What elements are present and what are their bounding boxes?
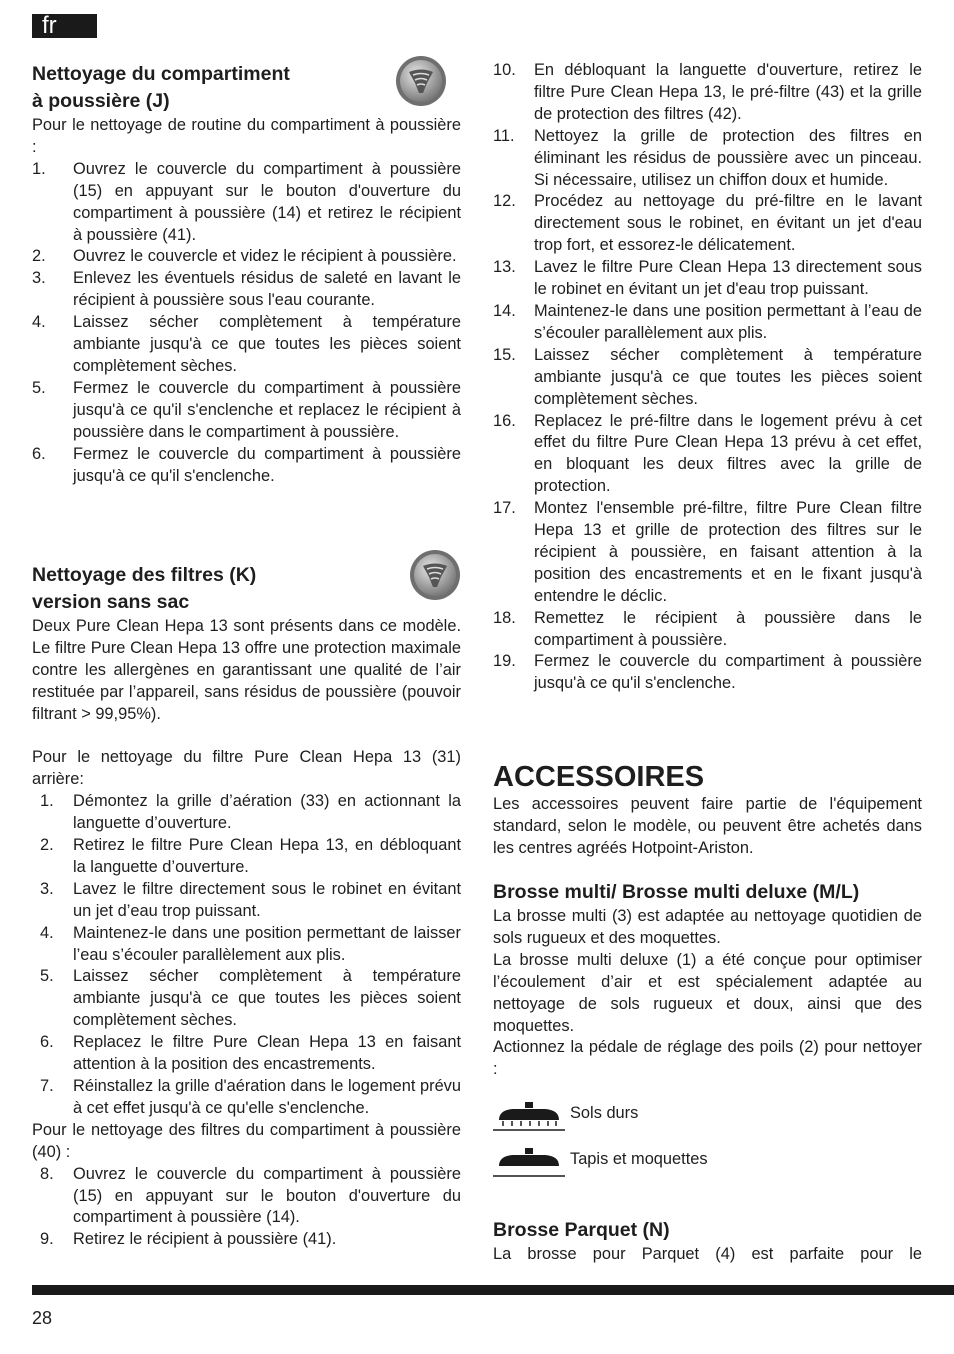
language-code: fr — [42, 12, 57, 39]
step-number: 5. — [40, 967, 54, 986]
step-number: 6. — [32, 444, 46, 463]
list-item — [493, 345, 922, 411]
list-item — [32, 835, 461, 879]
step-text: En débloquant la languette d'ouverture, retirez le filtre Pure Clean Hepa 13, le pré-filtre (43) et la grille de protection des filtres (42). — [534, 61, 922, 123]
step-text: Démontez la grille d’aération (33) en actionnant la languette d’ouverture. — [73, 792, 461, 833]
step-text: Retirez le filtre Pure Clean Hepa 13, en débloquant la languette d’ouverture. — [73, 836, 461, 876]
step-number: 1. — [32, 159, 46, 178]
list-item — [32, 378, 461, 444]
section-title-line1: Nettoyage des filtres (K) — [32, 564, 257, 586]
multi-brush-p1: La brosse multi (3) est adaptée au nettoyage quotidien de sols rugueux et des moquettes. — [493, 907, 922, 947]
step-text: Procédez au nettoyage du pré-filtre en le lavant directement sous le robinet, en évitant un jet d'eau trop fort, et essorez-le délicatement. — [534, 192, 922, 255]
rear-filter-intro: Pour le nettoyage du filtre Pure Clean Hepa 13 (31) arrière: — [32, 748, 461, 789]
step-number: 11. — [493, 126, 515, 145]
list-item — [32, 1164, 461, 1230]
section-title-line1: Nettoyage du compartiment — [32, 63, 290, 85]
hard-floor-label: Sols durs — [570, 1104, 639, 1122]
section-filters — [32, 562, 461, 1251]
section-parquet-brush — [493, 1217, 922, 1266]
multi-brush-p2: La brosse multi deluxe (1) a été conçue pour optimiser l’écoulement d’air et est spécialement adaptée au nettoyage de sols rugueux et doux, ainsi que des moquettes. — [493, 950, 922, 1035]
step-text: Retirez le récipient à poussière (41). — [73, 1230, 337, 1249]
step-number: 3. — [40, 879, 54, 898]
list-item — [32, 791, 461, 835]
list-item — [493, 60, 922, 126]
list-item — [32, 246, 461, 268]
step-number: 2. — [40, 836, 54, 855]
step-number: 5. — [32, 378, 46, 397]
list-item — [493, 126, 922, 192]
list-item — [32, 1076, 461, 1120]
step-number: 15. — [493, 345, 516, 364]
carpet-label: Tapis et moquettes — [570, 1150, 708, 1168]
step-text: Laissez sécher complètement à température ambiante jusqu'à ce que toutes les pièces soient complètement sèches. — [73, 313, 461, 375]
list-item — [493, 651, 922, 695]
step-number: 8. — [40, 1164, 54, 1183]
step-number: 19. — [493, 652, 516, 671]
list-item — [493, 498, 922, 608]
step-text: Fermez le couvercle du compartiment à poussière jusqu'à ce qu'il s'enclenche et replacez le récipient à poussière dans le compartiment à poussière. — [73, 378, 461, 441]
step-text: Maintenez-le dans une position permettant à l’eau de s’écouler parallèlement aux plis. — [534, 301, 922, 342]
step-text: Ouvrez le couvercle et videz le récipient à poussière. — [73, 247, 457, 266]
steps-list — [493, 60, 922, 695]
step-text: Ouvrez le couvercle du compartiment à poussière (15) en appuyant sur le bouton d'ouverture du compartiment à poussière (14). — [73, 1164, 461, 1227]
section-multi-brush — [493, 879, 922, 1081]
section-accessories — [493, 760, 922, 860]
step-text: Laissez sécher complètement à température ambiante jusqu'à ce que toutes les pièces soient complètement sèches. — [73, 967, 461, 1030]
step-text: Laissez sécher complètement à température ambiante jusqu'à ce que toutes les pièces soient complètement sèches. — [534, 345, 922, 408]
step-text: Réinstallez la grille d'aération dans le logement prévu à cet effet jusqu'à ce qu'elle s'enclenche. — [73, 1077, 461, 1117]
carpet-brush-icon — [493, 1144, 565, 1178]
steps-list — [32, 159, 461, 488]
footer-bar — [32, 1285, 954, 1295]
step-number: 4. — [32, 313, 46, 332]
step-text: Fermez le couvercle du compartiment à poussière jusqu'à ce qu'il s'enclenche. — [73, 444, 461, 485]
step-text: Ouvrez le couvercle du compartiment à poussière (15) en appuyant sur le bouton d'ouverture du compartiment à poussière (14) et retirez le récipient à poussière (41). — [73, 159, 461, 244]
step-number: 13. — [493, 258, 516, 277]
multi-brush-title: Brosse multi/ Brosse multi deluxe (M/L) — [493, 881, 860, 903]
carpet-option — [493, 1144, 793, 1180]
dust-container-icon — [395, 55, 447, 107]
section-dust-compartment — [32, 61, 461, 487]
list-item — [493, 257, 922, 301]
steps-list — [32, 791, 461, 1120]
list-item — [32, 966, 461, 1032]
step-number: 18. — [493, 608, 516, 627]
multi-brush-p3: Actionnez la pédale de réglage des poils (2) pour nettoyer : — [493, 1038, 922, 1079]
step-number: 12. — [493, 192, 516, 211]
step-text: Montez l'ensemble pré-filtre, filtre Pure Clean filtre Hepa 13 et grille de protection des filtres sur le récipient à poussière, en faisant attention à la position des encastrements et en le fixant jusqu'à entendre le déclic. — [534, 499, 922, 605]
step-text: Maintenez-le dans une position permettant de laisser l’eau s’écouler parallèlement aux plis. — [73, 923, 461, 964]
steps-continued — [493, 60, 922, 695]
list-item — [32, 312, 461, 378]
step-text: Replacez le filtre Pure Clean Hepa 13 en faisant attention à la position des encastrements. — [73, 1033, 461, 1074]
list-item — [32, 444, 461, 488]
filter-icon — [409, 549, 461, 601]
section-title-line2: à poussière (J) — [32, 90, 170, 112]
list-item — [493, 411, 922, 499]
parquet-brush-p1: La brosse pour Parquet (4) est parfaite pour le — [493, 1245, 922, 1263]
step-number: 9. — [40, 1230, 54, 1249]
step-number: 10. — [493, 61, 516, 79]
step-text: Remettez le récipient à poussière dans le compartiment à poussière. — [534, 608, 922, 649]
step-number: 7. — [40, 1077, 54, 1096]
parquet-brush-title: Brosse Parquet (N) — [493, 1219, 670, 1241]
accessories-title: ACCESSOIRES — [493, 761, 705, 793]
step-text: Nettoyez la grille de protection des filtres en éliminant les résidus de poussière avec un pinceau. Si nécessaire, utilisez un chiffon doux et humide. — [534, 126, 922, 189]
step-number: 16. — [493, 411, 516, 430]
hard-floor-brush-icon — [493, 1098, 565, 1132]
compartment-filters-intro: Pour le nettoyage des filtres du compartiment à poussière (40) : — [32, 1120, 461, 1161]
filters-paragraph: Deux Pure Clean Hepa 13 sont présents dans ce modèle. Le filtre Pure Clean Hepa 13 offre une protection maximale contre les allergènes en garantissant une qualité de l’air restituée par l’appareil, sans résidus de poussière (pouvoir filtrant > 99,95%). — [32, 617, 461, 723]
list-item — [32, 879, 461, 923]
step-number: 6. — [40, 1033, 54, 1052]
step-number: 1. — [40, 792, 54, 811]
step-text: Enlevez les éventuels résidus de saleté en lavant le récipient à poussière sous l'eau courante. — [73, 269, 461, 310]
hard-floor-option — [493, 1098, 793, 1134]
step-text: Replacez le pré-filtre dans le logement prévu à cet effet du filtre Pure Clean Hepa 13 prévu à cet effet, en bloquant les deux filtres avec la grille de protection. — [534, 411, 922, 496]
step-number: 14. — [493, 301, 516, 320]
step-text: Lavez le filtre directement sous le robinet en évitant un jet d’eau trop puissant. — [73, 879, 461, 920]
page-number: 28 — [32, 1308, 53, 1328]
list-item — [493, 191, 922, 257]
step-text: Fermez le couvercle du compartiment à poussière jusqu'à ce qu'il s'enclenche. — [534, 652, 922, 693]
list-item — [32, 268, 461, 312]
list-item — [32, 1229, 461, 1251]
step-number: 17. — [493, 499, 516, 518]
steps-list — [32, 1164, 461, 1252]
list-item — [493, 608, 922, 652]
list-item — [493, 301, 922, 345]
accessories-intro: Les accessoires peuvent faire partie de l'équipement standard, selon le modèle, ou peuvent être achetés dans les centres agréés Hotpoint-Ariston. — [493, 795, 922, 857]
language-tab — [32, 14, 97, 38]
step-number: 3. — [32, 269, 46, 288]
step-number: 2. — [32, 247, 46, 266]
list-item — [32, 1032, 461, 1076]
section-title-line2: version sans sac — [32, 591, 190, 613]
step-text: Lavez le filtre Pure Clean Hepa 13 directement sous le robinet en évitant un jet d'eau trop puissant. — [534, 258, 922, 299]
step-number: 4. — [40, 923, 54, 942]
list-item — [32, 159, 461, 247]
section-intro: Pour le nettoyage de routine du compartiment à poussière : — [32, 116, 461, 156]
list-item — [32, 923, 461, 967]
